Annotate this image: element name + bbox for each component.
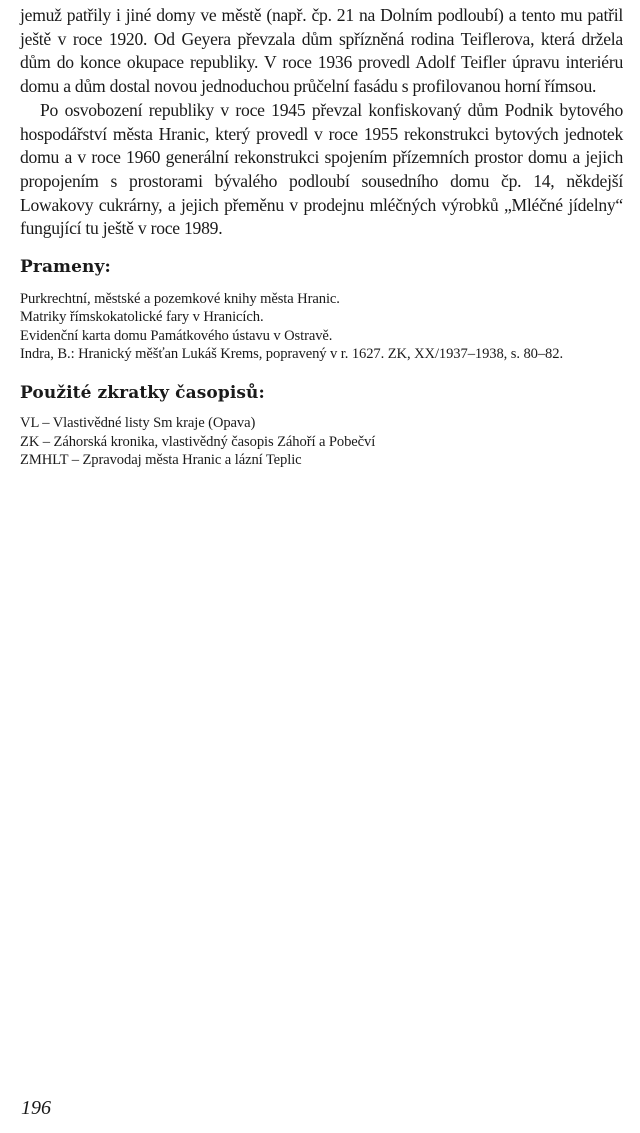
list-item: ZMHLT – Zpravodaj města Hranic a lázní Teplic xyxy=(20,451,302,468)
body-paragraph-2: Po osvobození republiky v roce 1945 převzal konfiskovaný dům Podnik bytového hospodářství města Hranic, který provedl v roce 1955 rekonstrukci bytových jednotek domu a v roce 1960 generální rekonstrukci spojením přízemních prostor domu a jejich propojením s prostorami bývalého podloubí sousedního domu čp. 14, někdejší Lowakovy cukrárny, a jejich přeměnu v prodejnu mléčných výrobků „Mléčné jídelny“ fungující tu ještě v roce 1989. xyxy=(20,99,623,239)
page-number: 196 xyxy=(21,1097,51,1119)
list-item: Purkrechtní, městské a pozemkové knihy města Hranic. xyxy=(20,291,340,308)
list-item: ZK – Záhorská kronika, vlastivědný časopis Záhoří a Pobečví xyxy=(20,433,376,450)
body-paragraph-1: jemuž patřily i jiné domy ve městě (např. čp. 21 na Dolním podloubí) a tento mu patřil ještě v roce 1920. Od Geyera převzala dům spřízněná rodina Teiflerova, která držela dům do konce okupace republiky. V roce 1936 provedl Adolf Teifler úpravu interiéru domu a dům dostal novou jednoduchou průčelní fasádu s profilovanou horní římsou. xyxy=(20,5,623,97)
document-page xyxy=(20,4,623,469)
list-item: Evidenční karta domu Památkového ústavu v Ostravě. xyxy=(20,327,333,344)
sources-heading: Prameny: xyxy=(20,257,111,278)
list-item: Matriky římskokatolické fary v Hranicích. xyxy=(20,309,264,326)
abbreviations-list xyxy=(20,414,623,469)
list-item: VL – Vlastivědné listy Sm kraje (Opava) xyxy=(20,415,256,432)
abbreviations-heading: Použité zkratky časopisů: xyxy=(20,383,265,404)
sources-list xyxy=(20,290,623,363)
list-item: Indra, B.: Hranický měšťan Lukáš Krems, popravený v r. 1627. ZK, XX/1937–1938, s. 80–82. xyxy=(20,345,563,362)
